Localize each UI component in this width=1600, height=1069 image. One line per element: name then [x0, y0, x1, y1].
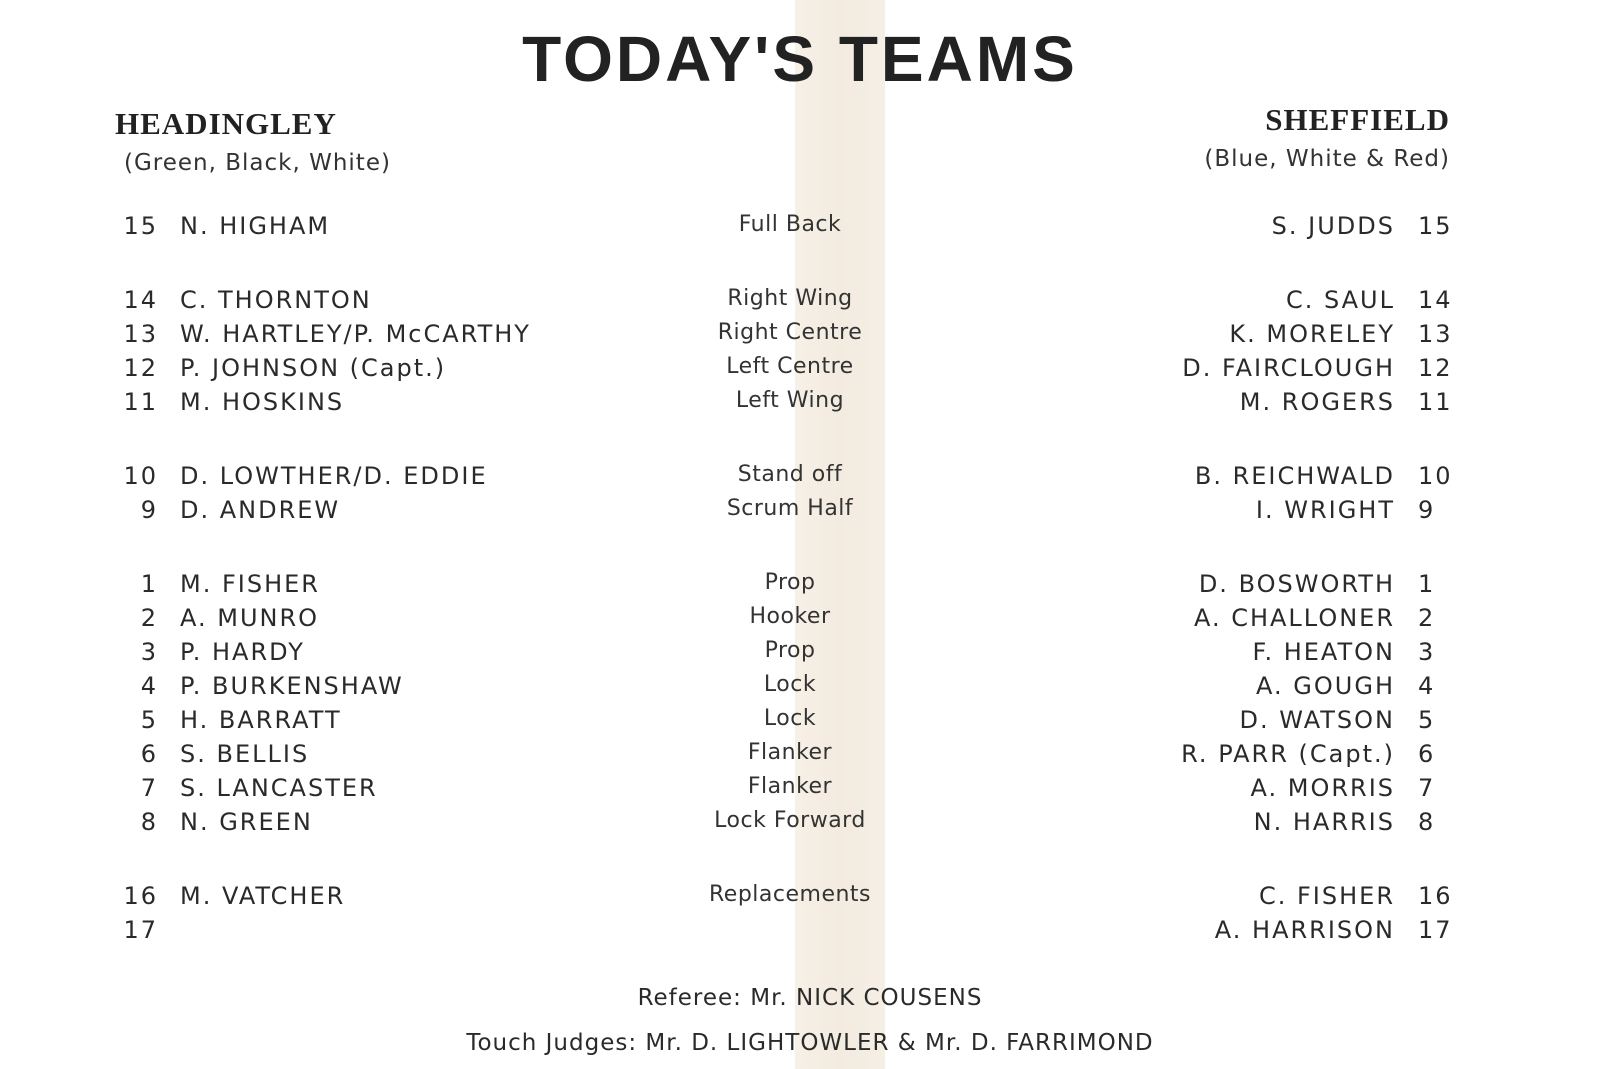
- home-shirt-number: 11: [123, 388, 158, 416]
- team-row: [0, 882, 1600, 916]
- position-label: Replacements: [708, 882, 872, 907]
- away-player-name: N. HARRIS: [1253, 808, 1395, 836]
- away-shirt-number: 7: [1418, 774, 1436, 802]
- home-team-name: HEADINGLEY: [115, 106, 337, 141]
- team-row: [0, 604, 1600, 638]
- away-shirt-number: 2: [1418, 604, 1436, 632]
- home-player-name: N. GREEN: [180, 808, 313, 836]
- home-player-name: M. VATCHER: [180, 882, 346, 910]
- home-player-name: P. BURKENSHAW: [180, 672, 404, 700]
- home-shirt-number: 10: [123, 462, 158, 490]
- position-label: Prop: [764, 570, 816, 595]
- away-shirt-number: 11: [1418, 388, 1453, 416]
- home-shirt-number: 14: [123, 286, 158, 314]
- team-row: [0, 286, 1600, 320]
- away-shirt-number: 3: [1418, 638, 1436, 666]
- away-player-name: A. CHALLONER: [1193, 604, 1395, 632]
- away-player-name: R. PARR (Capt.): [1181, 740, 1395, 768]
- home-player-name: S. LANCASTER: [180, 774, 378, 802]
- home-player-name: M. FISHER: [180, 570, 320, 598]
- home-shirt-number: 16: [123, 882, 158, 910]
- position-label: Hooker: [749, 604, 831, 629]
- home-shirt-number: 6: [140, 740, 158, 768]
- team-row: [0, 354, 1600, 388]
- home-player-name: N. HIGHAM: [180, 212, 331, 240]
- home-player-name: M. HOSKINS: [180, 388, 345, 416]
- away-shirt-number: 13: [1418, 320, 1453, 348]
- home-shirt-number: 12: [123, 354, 158, 382]
- home-shirt-number: 7: [140, 774, 158, 802]
- home-player-name: C. THORNTON: [180, 286, 372, 314]
- team-row: [0, 740, 1600, 774]
- home-shirt-number: 5: [140, 706, 158, 734]
- team-row: [0, 212, 1600, 246]
- away-shirt-number: 8: [1418, 808, 1436, 836]
- position-label: Stand off: [737, 462, 843, 487]
- away-player-name: A. HARRISON: [1214, 916, 1395, 944]
- away-shirt-number: 9: [1418, 496, 1436, 524]
- team-row: [0, 672, 1600, 706]
- away-shirt-number: 12: [1418, 354, 1453, 382]
- position-label: Left Wing: [735, 388, 845, 413]
- home-player-name: D. ANDREW: [180, 496, 341, 524]
- away-shirt-number: 15: [1418, 212, 1453, 240]
- team-row: [0, 808, 1600, 842]
- position-label: Lock: [763, 706, 817, 731]
- position-label: Scrum Half: [726, 496, 854, 521]
- away-shirt-number: 1: [1418, 570, 1436, 598]
- away-shirt-number: 16: [1418, 882, 1453, 910]
- away-shirt-number: 17: [1418, 916, 1453, 944]
- away-player-name: D. BOSWORTH: [1198, 570, 1395, 598]
- home-player-name: D. LOWTHER/D. EDDIE: [180, 462, 488, 490]
- position-label: Right Wing: [727, 286, 853, 311]
- away-player-name: S. JUDDS: [1271, 212, 1395, 240]
- away-shirt-number: 6: [1418, 740, 1436, 768]
- home-player-name: H. BARRATT: [180, 706, 342, 734]
- position-label: Lock Forward: [714, 808, 866, 833]
- home-shirt-number: 2: [140, 604, 158, 632]
- away-player-name: M. ROGERS: [1239, 388, 1395, 416]
- home-shirt-number: 17: [123, 916, 158, 944]
- position-label: Flanker: [747, 740, 833, 765]
- position-label: Left Centre: [726, 354, 854, 379]
- team-row: [0, 320, 1600, 354]
- away-shirt-number: 14: [1418, 286, 1453, 314]
- team-row: [0, 774, 1600, 808]
- away-player-name: K. MORELEY: [1229, 320, 1395, 348]
- home-shirt-number: 4: [140, 672, 158, 700]
- team-row: [0, 638, 1600, 672]
- position-label: Full Back: [738, 212, 842, 237]
- team-row: [0, 706, 1600, 740]
- away-player-name: A. GOUGH: [1256, 672, 1395, 700]
- home-shirt-number: 8: [140, 808, 158, 836]
- home-shirt-number: 15: [123, 212, 158, 240]
- away-team-colours: (Blue, White & Red): [1204, 146, 1450, 172]
- home-player-name: S. BELLIS: [180, 740, 310, 768]
- away-team-name: SHEFFIELD: [1265, 102, 1450, 137]
- home-shirt-number: 3: [140, 638, 158, 666]
- home-team-colours: (Green, Black, White): [124, 150, 391, 176]
- away-player-name: C. SAUL: [1285, 286, 1395, 314]
- position-label: Lock: [763, 672, 817, 697]
- position-label: Right Centre: [717, 320, 863, 345]
- home-shirt-number: 1: [140, 570, 158, 598]
- away-shirt-number: 5: [1418, 706, 1436, 734]
- home-shirt-number: 13: [123, 320, 158, 348]
- away-player-name: B. REICHWALD: [1194, 462, 1395, 490]
- position-label: Prop: [764, 638, 816, 663]
- home-shirt-number: 9: [140, 496, 158, 524]
- away-player-name: D. FAIRCLOUGH: [1182, 354, 1395, 382]
- away-player-name: D. WATSON: [1239, 706, 1395, 734]
- away-player-name: A. MORRIS: [1250, 774, 1395, 802]
- team-row: [0, 462, 1600, 496]
- referee-line: Referee: Mr. NICK COUSENS: [637, 985, 983, 1011]
- home-player-name: A. MUNRO: [180, 604, 320, 632]
- away-player-name: I. WRIGHT: [1255, 496, 1395, 524]
- away-player-name: F. HEATON: [1252, 638, 1395, 666]
- team-row: [0, 916, 1600, 950]
- home-player-name: W. HARTLEY/P. McCARTHY: [180, 320, 531, 348]
- team-row: [0, 496, 1600, 530]
- home-player-name: P. JOHNSON (Capt.): [180, 354, 447, 382]
- away-player-name: C. FISHER: [1258, 882, 1395, 910]
- page-title: TODAY'S TEAMS: [522, 23, 1078, 95]
- touch-judges-line: Touch Judges: Mr. D. LIGHTOWLER & Mr. D. FARRIMOND: [466, 1030, 1154, 1056]
- team-row: [0, 570, 1600, 604]
- away-shirt-number: 4: [1418, 672, 1436, 700]
- position-label: Flanker: [747, 774, 833, 799]
- team-row: [0, 388, 1600, 422]
- away-shirt-number: 10: [1418, 462, 1453, 490]
- home-player-name: P. HARDY: [180, 638, 305, 666]
